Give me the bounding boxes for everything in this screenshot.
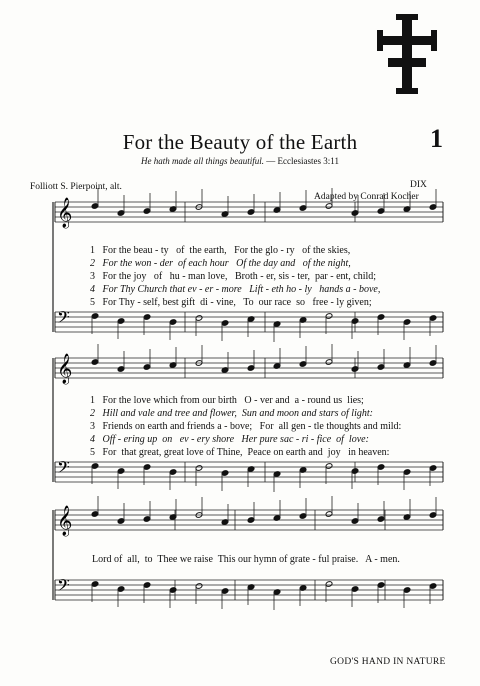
verse-text: For the love which from our birth O - ver and a - round us lies; (100, 395, 364, 406)
refrain-lyrics: Lord of all, to Thee we raise This our hymn of grate - ful praise. A - men. (92, 554, 400, 565)
verse-line (90, 283, 380, 296)
svg-text:𝄞: 𝄞 (57, 198, 73, 228)
verse-text: For the joy of hu - man love, Broth - er, sis - ter, par - ent, child; (100, 271, 377, 282)
verse-line (90, 270, 376, 283)
hymn-title: For the Beauty of the Earth (122, 130, 358, 154)
epigraph-source: — Ecclesiastes 3:11 (266, 156, 339, 166)
hymn-author: Folliott S. Pierpoint, alt. (30, 182, 122, 192)
verse-line (90, 407, 373, 420)
tune-name: DIX (410, 180, 427, 190)
verse-number: 5 (90, 447, 95, 458)
verse-text: For that great, great love of Thine, Peace on earth and joy in heaven: (100, 447, 390, 458)
svg-text:𝄢: 𝄢 (57, 457, 70, 481)
svg-text:𝄞: 𝄞 (57, 354, 73, 384)
verse-number: 3 (90, 421, 95, 432)
verse-text: For the won - der of each hour Of the day and of the night, (100, 258, 351, 269)
verse-number: 4 (90, 284, 95, 295)
verse-number: 2 (90, 258, 95, 269)
section-footer: GOD'S HAND IN NATURE (330, 657, 446, 667)
verse-line (90, 394, 364, 407)
hymn-number: 1 (430, 124, 443, 153)
verse-text: Off - ering up on ev - ery shore Her pure sac - ri - fice of love: (100, 434, 369, 445)
svg-text:𝄞: 𝄞 (57, 506, 73, 536)
arranger: Adapted by Conrad Kocher (314, 192, 419, 202)
verse-text: For Thy Church that ev - er - more Lift - eth ho - ly hands a - bove, (100, 284, 381, 295)
verse-text: Friends on earth and friends a - bove; For all gen - tle thoughts and mild: (100, 421, 402, 432)
epigraph (0, 156, 480, 166)
verse-number: 3 (90, 271, 95, 282)
verse-number: 2 (90, 408, 95, 419)
svg-text:𝄢: 𝄢 (57, 575, 70, 599)
verse-line (90, 420, 401, 433)
verse-text: For the beau - ty of the earth, For the glo - ry of the skies, (100, 245, 351, 256)
verse-number: 4 (90, 434, 95, 445)
verse-line (90, 446, 389, 459)
verse-text: Hill and vale and tree and flower, Sun and moon and stars of light: (100, 408, 373, 419)
verse-line (90, 296, 372, 309)
verse-text: For Thy - self, best gift di - vine, To our race so free - ly given; (100, 297, 372, 308)
epigraph-quote: He hath made all things beautiful. (141, 156, 265, 166)
verse-number: 5 (90, 297, 95, 308)
verse-number: 1 (90, 245, 95, 256)
verse-line (90, 433, 369, 446)
verse-line (90, 244, 350, 257)
svg-text:𝄢: 𝄢 (57, 307, 70, 331)
verse-line (90, 257, 351, 270)
verse-number: 1 (90, 395, 95, 406)
